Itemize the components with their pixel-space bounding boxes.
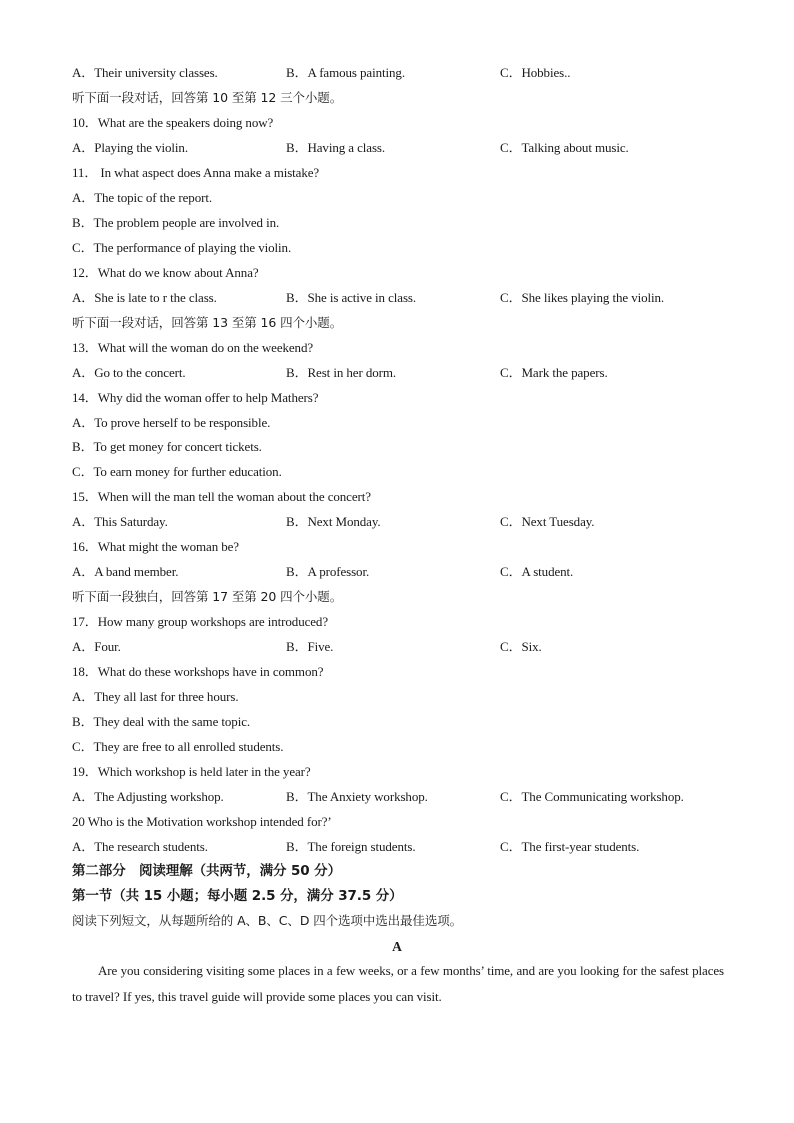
q16-option-c: C．A student. bbox=[500, 564, 574, 579]
q20-stem: 20 Who is the Motivation workshop intended for?’ bbox=[72, 814, 332, 829]
q18-option-b: B．They deal with the same topic. bbox=[72, 714, 251, 729]
q19-option-a: A．The Adjusting workshop. bbox=[72, 789, 224, 804]
q17-option-c: C．Six. bbox=[500, 639, 542, 654]
q14-stem: 14．Why did the woman offer to help Mathers? bbox=[72, 390, 319, 405]
q12-stem: 12．What do we know about Anna? bbox=[72, 265, 259, 280]
q20-option-c: C．The first-year students. bbox=[500, 839, 640, 854]
passage-paragraph: Are you considering visiting some places in a few weeks, or a few months’ time, and are you looking for the safest places to travel? If yes, this travel guide will provide some places you can visit. bbox=[72, 963, 724, 1004]
q17-option-a: A．Four. bbox=[72, 639, 121, 654]
q14-option-b: B．To get money for concert tickets. bbox=[72, 439, 262, 454]
q11-option-c: C．The performance of playing the violin. bbox=[72, 240, 292, 255]
q9-option-b: B．A famous painting. bbox=[286, 65, 405, 80]
q18-stem: 18．What do these workshops have in common? bbox=[72, 664, 324, 679]
instruction-17-20: 听下面一段独白，回答第 17 至第 20 四个小题。 bbox=[72, 589, 343, 604]
q15-option-c: C．Next Tuesday. bbox=[500, 514, 595, 529]
q12-options bbox=[72, 288, 732, 308]
q18-option-a: A．They all last for three hours. bbox=[72, 689, 239, 704]
q9-options bbox=[72, 63, 732, 83]
q12-option-c: C．She likes playing the violin. bbox=[500, 290, 665, 305]
q10-options bbox=[72, 138, 732, 158]
q13-option-a: A．Go to the concert. bbox=[72, 365, 186, 380]
q11-stem: 11． In what aspect does Anna make a mistake? bbox=[72, 165, 320, 180]
q18-option-c: C．They are free to all enrolled students. bbox=[72, 739, 284, 754]
reading-instruction: 阅读下列短文，从每题所给的 A、B、C、D 四个选项中选出最佳选项。 bbox=[72, 913, 463, 928]
q20-options bbox=[72, 837, 732, 857]
q20-option-a: A．The research students. bbox=[72, 839, 208, 854]
q14-option-a: A．To prove herself to be responsible. bbox=[72, 415, 271, 430]
q12-option-a: A．She is late to r the class. bbox=[72, 290, 217, 305]
q19-stem: 19．Which workshop is held later in the year? bbox=[72, 764, 311, 779]
q13-option-b: B．Rest in her dorm. bbox=[286, 365, 397, 380]
q15-stem: 15．When will the man tell the woman about the concert? bbox=[72, 489, 371, 504]
q13-stem: 13．What will the woman do on the weekend? bbox=[72, 340, 314, 355]
q19-options bbox=[72, 787, 732, 807]
q11-option-a: A．The topic of the report. bbox=[72, 190, 212, 205]
q15-options bbox=[72, 512, 732, 532]
instruction-10-12: 听下面一段对话，回答第 10 至第 12 三个小题。 bbox=[72, 90, 343, 105]
q15-option-b: B．Next Monday. bbox=[286, 514, 381, 529]
q10-option-c: C．Talking about music. bbox=[500, 140, 629, 155]
part-two-heading: 第二部分 阅读理解（共两节，满分 50 分） bbox=[72, 863, 341, 879]
q16-stem: 16．What might the woman be? bbox=[72, 539, 239, 554]
q13-options bbox=[72, 363, 732, 383]
q9-option-a: A．Their university classes. bbox=[72, 65, 218, 80]
q16-option-a: A．A band member. bbox=[72, 564, 179, 579]
q19-option-c: C．The Communicating workshop. bbox=[500, 789, 684, 804]
q17-stem: 17．How many group workshops are introduced? bbox=[72, 614, 329, 629]
q19-option-b: B．The Anxiety workshop. bbox=[286, 789, 428, 804]
q12-option-b: B．She is active in class. bbox=[286, 290, 417, 305]
q16-options bbox=[72, 562, 732, 582]
q13-option-c: C．Mark the papers. bbox=[500, 365, 608, 380]
q17-options bbox=[72, 637, 732, 657]
q11-option-b: B．The problem people are involved in. bbox=[72, 215, 280, 230]
section-one-heading: 第一节（共 15 小题；每小题 2.5 分，满分 37.5 分） bbox=[72, 888, 403, 904]
q17-option-b: B．Five. bbox=[286, 639, 334, 654]
instruction-13-16: 听下面一段对话，回答第 13 至第 16 四个小题。 bbox=[72, 315, 343, 330]
q15-option-a: A．This Saturday. bbox=[72, 514, 168, 529]
q16-option-b: B．A professor. bbox=[286, 564, 370, 579]
q20-option-b: B．The foreign students. bbox=[286, 839, 416, 854]
q14-option-c: C．To earn money for further education. bbox=[72, 464, 282, 479]
q10-option-b: B．Having a class. bbox=[286, 140, 386, 155]
q9-option-c: C．Hobbies.. bbox=[500, 65, 571, 80]
q10-option-a: A．Playing the violin. bbox=[72, 140, 188, 155]
passage-label: A bbox=[392, 939, 402, 954]
q10-stem: 10．What are the speakers doing now? bbox=[72, 115, 274, 130]
